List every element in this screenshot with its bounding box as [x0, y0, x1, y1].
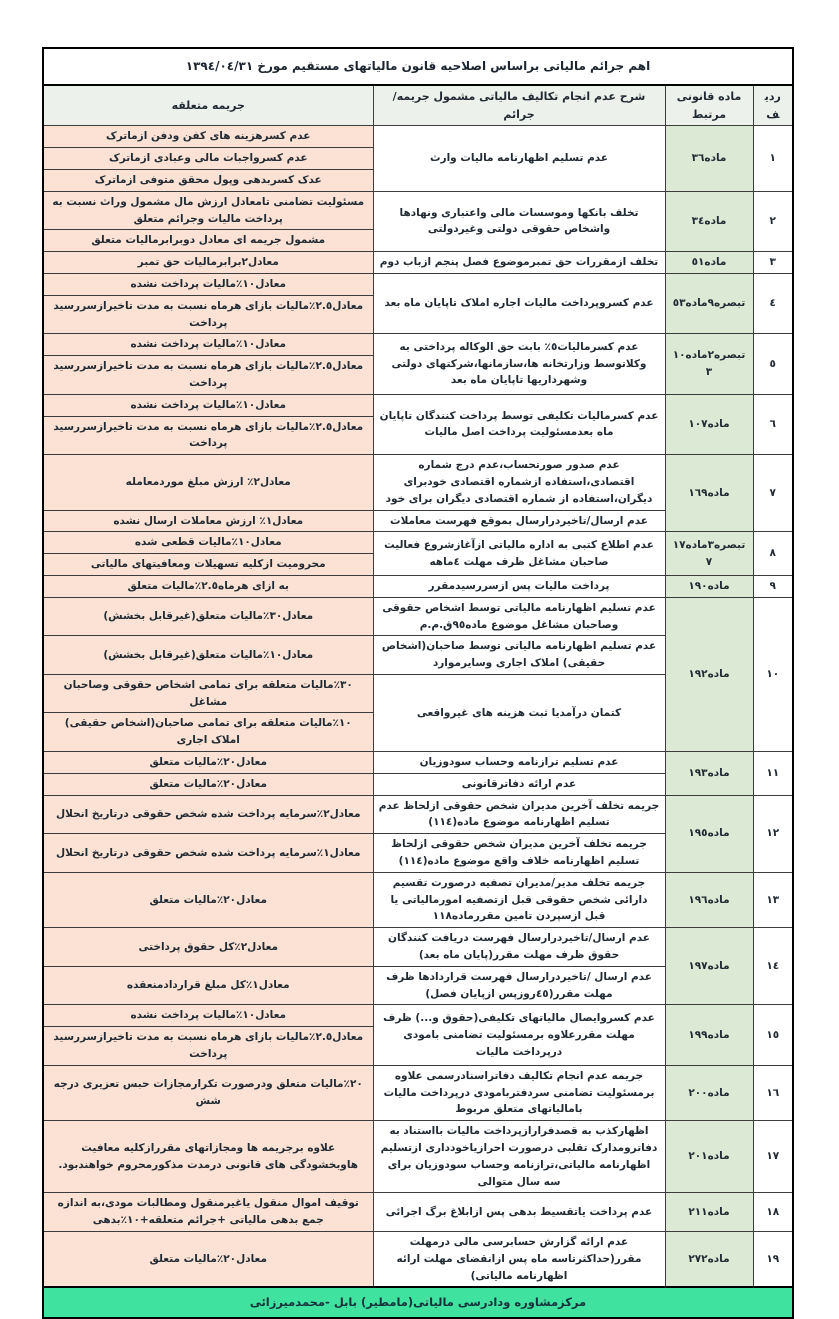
header-legal-article: ماده قانونی مرتبط — [665, 85, 753, 126]
table-row — [43, 1121, 793, 1193]
table-row — [43, 1065, 793, 1120]
article-cell: ماده٣٦ — [665, 126, 753, 191]
table-row — [43, 1193, 793, 1232]
penalty-cell: مسئولیت تضامنی تامعادل ارزش مال مشمول وراث نسبت به پرداخت مالیات وجرائم متعلق — [43, 191, 373, 230]
description-cell: جریمه تخلف مدیر/مدیران تصفیه درصورت تقسیم دارائی شخص حقوقی قبل ازتصفیه امورمالیاتی یا قبل ازسپردن تامین مقررماده١١٨ — [373, 872, 665, 927]
row-number-cell: ٩ — [753, 575, 793, 597]
table-row — [43, 126, 793, 148]
description-cell: عدم ارائه دفاترقانونی — [373, 773, 665, 795]
description-cell: پرداخت مالیات پس ازسررسیدمقرر — [373, 575, 665, 597]
article-cell: ماده١٦٩ — [665, 455, 753, 532]
article-cell: تبصره٣ماده١٧٧ — [665, 532, 753, 576]
description-cell: عدم تسلیم ترازنامه وحساب سودوزیان — [373, 752, 665, 774]
description-cell: عدم اطلاع کتبی به اداره مالیاتی ازآغازشروع فعالیت صاحبان مشاغل ظرف مهلت ٤ماهه — [373, 532, 665, 576]
penalty-cell: معادل٢٪ ارزش مبلغ موردمعامله — [43, 455, 373, 510]
article-cell: ماده١٠٧ — [665, 394, 753, 454]
row-number-cell: ١١ — [753, 752, 793, 796]
penalty-cell: معادل٢.٥٪مالیات بازای هرماه نسبت به مدت تاخیرازسررسید پرداخت — [43, 1027, 373, 1066]
article-cell: ماده٣٤ — [665, 191, 753, 251]
penalty-cell: معادل٢.٥٪مالیات بازای هرماه نسبت به مدت تاخیرازسررسید پرداخت — [43, 295, 373, 334]
article-cell: ماده١٩٦ — [665, 872, 753, 927]
table-row — [43, 394, 793, 416]
penalty-cell: معادل٢٠٪مالیات متعلق — [43, 752, 373, 774]
penalty-cell: معادل١٠٪مالیات پرداخت نشده — [43, 394, 373, 416]
penalty-cell: به ازای هرماه٢.٥٪مالیات متعلق — [43, 575, 373, 597]
row-number-cell: ١٣ — [753, 872, 793, 927]
row-number-cell: ١٩ — [753, 1232, 793, 1288]
article-cell: ماده٢٧٢ — [665, 1232, 753, 1288]
table-row — [43, 1232, 793, 1288]
table-row — [43, 532, 793, 554]
tax-penalties-table — [42, 47, 794, 1319]
table-row — [43, 872, 793, 927]
article-cell: ماده٢٠١ — [665, 1121, 753, 1193]
article-cell: ماده١٩٢ — [665, 597, 753, 751]
article-cell: ماده١٩٣ — [665, 752, 753, 796]
table-row — [43, 575, 793, 597]
description-cell: عدم ارائه گزارش حسابرسی مالی درمهلت مقرر(حداکثرتاسه ماه پس ازانقضای مهلت ارائه اظهارنامه مالیاتی) — [373, 1232, 665, 1288]
header-row — [43, 85, 793, 126]
penalty-cell: عدم کسرواجبات مالی وعبادی ازماترک — [43, 148, 373, 170]
description-cell: عدم کسروپرداخت مالیات اجاره املاک تاپایان ماه بعد — [373, 273, 665, 333]
row-number-cell: ٨ — [753, 532, 793, 576]
penalty-cell: معادل١٠٪مالیات پرداخت نشده — [43, 1005, 373, 1027]
row-number-cell: ٥ — [753, 334, 793, 394]
penalty-cell: ١٠٪مالیات متعلقه برای تمامی صاحبان(اشخاص حقیقی) املاک اجاری — [43, 713, 373, 752]
description-cell: عدم کسرمالیات٥٪ بابت حق الوکاله پرداختی به وکلاتوسط وزارتخانه ها،سازمانها،شرکتهای دولتی وشهرداریها تاپایان ماه بعد — [373, 334, 665, 394]
description-cell: عدم تسلیم اظهارنامه مالیات وارث — [373, 126, 665, 191]
article-cell: ماده٥١ — [665, 252, 753, 274]
article-cell: ماده١٩٩ — [665, 1005, 753, 1065]
table-row — [43, 928, 793, 967]
article-cell: ماده١٩٧ — [665, 928, 753, 1005]
penalty-cell: معادل١٪سرمایه پرداخت شده شخص حقوقی درتاریخ انحلال — [43, 834, 373, 873]
table-row — [43, 752, 793, 774]
table-row — [43, 191, 793, 230]
row-number-cell: ٦ — [753, 394, 793, 454]
description-cell: جریمه عدم انجام تکالیف دفاتراسنادرسمی علاوه برمسئولیت تضامنی سردفتربامودی درپرداخت مالیات بامالیاتهای متعلق مربوط — [373, 1065, 665, 1120]
penalty-cell: علاوه برجریمه ها ومجازاتهای مقررازکلیه معافیت هاوبخشودگی های قانونی درمدت مذکورمحروم خواهندبود. — [43, 1121, 373, 1193]
article-cell: ماده٢١١ — [665, 1193, 753, 1232]
penalty-cell: معادل٢٠٪مالیات متعلق — [43, 872, 373, 927]
penalty-cell: محرومیت ازکلیه تسهیلات ومعافیتهای مالیاتی — [43, 554, 373, 576]
penalty-cell: عدک کسربدهی وپول محقق متوفی ازماترک — [43, 169, 373, 191]
description-cell: تخلف ازمقررات حق تمبرموضوع فصل پنجم ازباب دوم — [373, 252, 665, 274]
row-number-cell: ٤ — [753, 273, 793, 333]
row-number-cell: ٢ — [753, 191, 793, 251]
table-row — [43, 597, 793, 636]
penalty-cell: مشمول جریمه ای معادل دوبرابرمالیات متعلق — [43, 230, 373, 252]
penalty-cell: معادل٢٪کل حقوق پرداختی — [43, 928, 373, 967]
article-cell: تبصره٢ماده١٠٣ — [665, 334, 753, 394]
article-cell: ماده١٩٥ — [665, 795, 753, 872]
table-row — [43, 455, 793, 510]
article-cell: تبصره٩ماده٥٣ — [665, 273, 753, 333]
header-description: شرح عدم انجام تکالیف مالیاتی مشمول جریمه/جرائم — [373, 85, 665, 126]
title-row — [43, 48, 793, 85]
description-cell: عدم تسلیم اظهارنامه مالیاتی توسط صاحبان(اشخاص حقیقی) املاک اجاری وسایرموارد — [373, 636, 665, 675]
document-title: اهم جرائم مالیاتی براساس اصلاحیه قانون مالیاتهای مستقیم مورخ ١٣٩٤/٠٤/٣١ — [43, 48, 793, 85]
footer-row — [43, 1287, 793, 1317]
penalty-cell: توقیف اموال منقول یاغیرمنقول ومطالبات مودی،به اندازه جمع بدهی مالیاتی +جرائم متعلقه+١٠٪بدهی — [43, 1193, 373, 1232]
description-cell: عدم کسرمالیات تکلیفی توسط پرداخت کنندگان تاپایان ماه بعدمسئولیت پرداخت اصل مالیات — [373, 394, 665, 454]
description-cell: عدم پرداخت یاتقسیط بدهی پس ازابلاغ برگ اجرائی — [373, 1193, 665, 1232]
row-number-cell: ١٤ — [753, 928, 793, 1005]
header-row-number: ردیف — [753, 85, 793, 126]
description-cell: تخلف بانکها وموسسات مالی واعتباری ونهادها واشخاص حقوقی دولتی وغیردولتی — [373, 191, 665, 251]
footer-credit: مرکزمشاوره ودادرسی مالیاتی(مامطیر) بابل -محمدمیرزائی — [43, 1287, 793, 1317]
penalty-cell: معادل١٪ ارزش معاملات ارسال نشده — [43, 510, 373, 532]
table-body — [43, 126, 793, 1288]
row-number-cell: ١٥ — [753, 1005, 793, 1065]
penalty-cell: معادل٣٠٪مالیات متعلق(غیرقابل بخشش) — [43, 597, 373, 636]
row-number-cell: ٣ — [753, 252, 793, 274]
table-row — [43, 334, 793, 356]
description-cell: عدم ارسال/تاخیردرارسال فهرست دریافت کنندگان حقوق ظرف مهلت مقرر(پایان ماه بعد) — [373, 928, 665, 967]
penalty-cell: معادل١٠٪مالیات پرداخت نشده — [43, 273, 373, 295]
penalty-cell: ٣٠٪مالیات متعلقه برای تمامی اشخاص حقوقی وصاحبان مشاغل — [43, 674, 373, 713]
description-cell: عدم ارسال /تاخیردرارسال فهرست قراردادها ظرف مهلت مقرر(٤٥روزپس ازپایان فصل) — [373, 966, 665, 1005]
row-number-cell: ١٢ — [753, 795, 793, 872]
penalty-cell: معادل١٠٪مالیات قطعی شده — [43, 532, 373, 554]
article-cell: ماده١٩٠ — [665, 575, 753, 597]
article-cell: ماده٢٠٠ — [665, 1065, 753, 1120]
table-row — [43, 273, 793, 295]
row-number-cell: ٧ — [753, 455, 793, 532]
description-cell: عدم کسروایصال مالیاتهای تکلیفی(حقوق و...) ظرف مهلت مقررعلاوه برمسئولیت تضامنی بامودی درپرداخت مالیات — [373, 1005, 665, 1065]
table-row — [43, 1005, 793, 1027]
row-number-cell: ١٠ — [753, 597, 793, 751]
penalty-cell: معادل١٪کل مبلغ قراردادمنعقده — [43, 966, 373, 1005]
penalty-cell: ٢٠٪مالیات متعلق ودرصورت تکرارمجازات حبس تعزیری درجه شش — [43, 1065, 373, 1120]
penalty-cell: عدم کسرهزینه های کفن ودفن ازماترک — [43, 126, 373, 148]
penalty-cell: معادل١٠٪مالیات پرداخت نشده — [43, 334, 373, 356]
description-cell: اظهارکذب به قصدفرارازپرداخت مالیات بااستناد به دفاترومدارک تقلبی درصورت احرازیاخودداری ازتسلیم اظهارنامه مالیاتی،ترازنامه وحساب سودوزیان برای سه سال متوالی — [373, 1121, 665, 1193]
table-row — [43, 795, 793, 834]
description-cell: عدم تسلیم اظهارنامه مالیاتی توسط اشخاص حقوقی وصاحبان مشاغل موضوع ماده٩٥ق.م.م — [373, 597, 665, 636]
header-penalty: جریمه متعلقه — [43, 85, 373, 126]
table-row — [43, 252, 793, 274]
penalty-cell: معادل١٠٪مالیات متعلق(غیرقابل بخشش) — [43, 636, 373, 675]
description-cell: کتمان درآمدیا ثبت هزینه های غیرواقعی — [373, 674, 665, 751]
description-cell: جریمه تخلف آخرین مدیران شخص حقوقی ازلحاظ عدم تسلیم اظهارنامه موضوع ماده(١١٤) — [373, 795, 665, 834]
penalty-cell: معادل٢.٥٪مالیات بازای هرماه نسبت به مدت تاخیرازسررسید پرداخت — [43, 356, 373, 395]
description-cell: عدم صدور صورتحساب،عدم درج شماره اقتصادی،استفاده ازشماره اقتصادی خودبرای دیگران،استفاده از شماره اقتصادی دیگران برای خود — [373, 455, 665, 510]
penalty-cell: معادل٢٪سرمایه پرداخت شده شخص حقوقی درتاریخ انحلال — [43, 795, 373, 834]
document-sheet — [44, 47, 794, 1319]
penalty-cell: معادل٢٠٪مالیات متعلق — [43, 1232, 373, 1288]
penalty-cell: معادل٢.٥٪مالیات بازای هرماه نسبت به مدت تاخیرازسررسید پرداخت — [43, 416, 373, 455]
row-number-cell: ١٨ — [753, 1193, 793, 1232]
row-number-cell: ١٦ — [753, 1065, 793, 1120]
penalty-cell: معادل٢برابرمالیات حق تمبر — [43, 252, 373, 274]
penalty-cell: معادل٢٠٪مالیات متعلق — [43, 773, 373, 795]
row-number-cell: ١٧ — [753, 1121, 793, 1193]
description-cell: عدم ارسال/تاخیردرارسال بموقع فهرست معاملات — [373, 510, 665, 532]
row-number-cell: ١ — [753, 126, 793, 191]
description-cell: جریمه تخلف آخرین مدیران شخص حقوقی ازلحاظ تسلیم اظهارنامه خلاف واقع موضوع ماده(١١٤) — [373, 834, 665, 873]
